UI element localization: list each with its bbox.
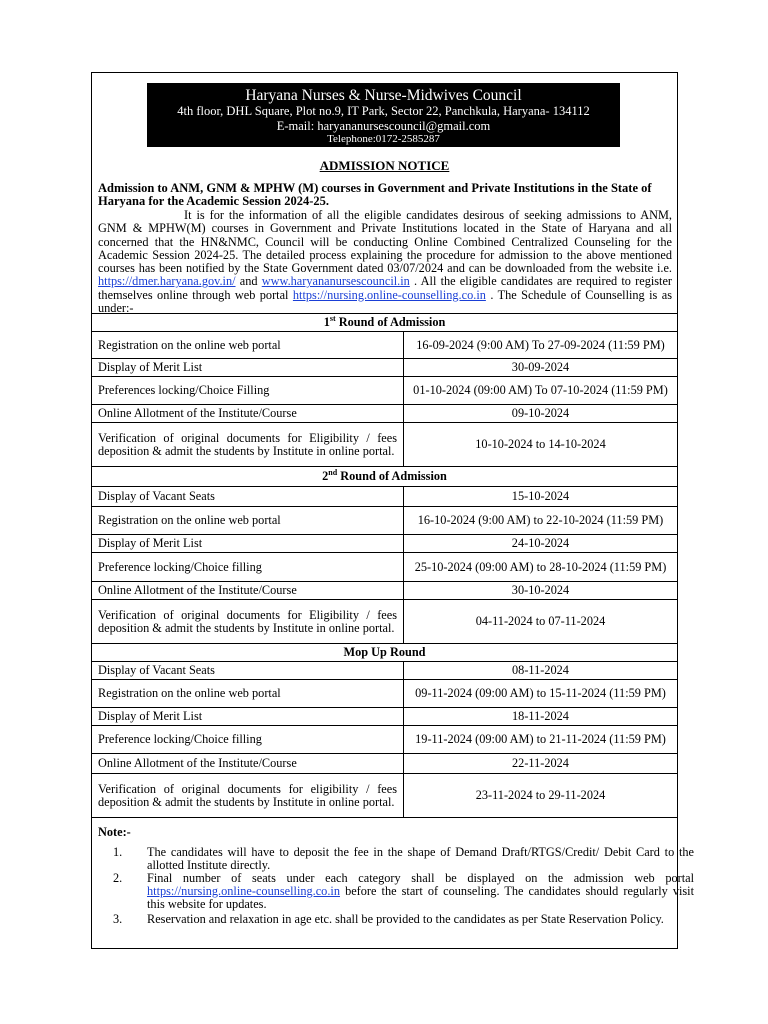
mopup-heading: Mop Up Round bbox=[92, 644, 678, 662]
table-row bbox=[92, 405, 678, 423]
note-text: Final number of seats under each category shall be displayed on the admission web portal https://nursing.online-counselling.co.in before the start of counseling. The candidates should regularly visit this website for updates. bbox=[147, 871, 695, 911]
activity-cell: Display of Merit List bbox=[92, 535, 404, 553]
date-cell: 01-10-2024 (09:00 AM) To 07-10-2024 (11:59 PM) bbox=[404, 377, 678, 405]
intro-text-3: . The Schedule of Counselling is as under:- bbox=[98, 287, 672, 316]
note-number: 3. bbox=[113, 912, 123, 926]
intro-and: and bbox=[239, 274, 258, 289]
table-row bbox=[92, 487, 678, 507]
date-cell: 19-11-2024 (09:00 AM) to 21-11-2024 (11:59 PM) bbox=[404, 726, 678, 754]
counselling-schedule-table bbox=[91, 313, 678, 818]
activity-cell: Display of Merit List bbox=[92, 708, 404, 726]
table-row bbox=[92, 553, 678, 582]
council-name: Haryana Nurses & Nurse-Midwives Council bbox=[245, 87, 522, 104]
table-row bbox=[92, 754, 678, 774]
date-cell: 09-11-2024 (09:00 AM) to 15-11-2024 (11:59 PM) bbox=[404, 680, 678, 708]
dmer-link[interactable]: https://dmer.haryana.gov.in/ bbox=[98, 274, 236, 289]
note-number: 1. bbox=[113, 845, 123, 859]
table-row bbox=[92, 535, 678, 553]
council-address: 4th floor, DHL Square, Plot no.9, IT Park, Sector 22, Panchkula, Haryana- 134112 bbox=[177, 104, 590, 118]
date-cell: 15-10-2024 bbox=[404, 487, 678, 507]
council-header-banner bbox=[147, 83, 620, 147]
activity-cell: Registration on the online web portal bbox=[92, 332, 404, 359]
intro-paragraph bbox=[98, 209, 672, 315]
table-row bbox=[92, 774, 678, 818]
activity-cell: Preference locking/Choice filling bbox=[92, 726, 404, 754]
table-row bbox=[92, 708, 678, 726]
table-row bbox=[92, 680, 678, 708]
round2-heading: 2nd Round of Admission bbox=[92, 467, 678, 487]
date-cell: 30-10-2024 bbox=[404, 582, 678, 600]
council-email: E-mail: haryananursescouncil@gmail.com bbox=[276, 119, 491, 133]
date-cell: 16-10-2024 (9:00 AM) to 22-10-2024 (11:59 PM) bbox=[404, 507, 678, 535]
activity-cell: Preference locking/Choice filling bbox=[92, 553, 404, 582]
date-cell: 04-11-2024 to 07-11-2024 bbox=[404, 600, 678, 644]
activity-cell: Registration on the online web portal bbox=[92, 680, 404, 708]
activity-cell: Display of Merit List bbox=[92, 359, 404, 377]
activity-cell: Preferences locking/Choice Filling bbox=[92, 377, 404, 405]
date-cell: 24-10-2024 bbox=[404, 535, 678, 553]
date-cell: 23-11-2024 to 29-11-2024 bbox=[404, 774, 678, 818]
council-website-link[interactable]: www.haryananursescouncil.in bbox=[261, 274, 410, 289]
activity-cell: Verification of original documents for Eligibility / fees deposition & admit the students by Institute in online portal. bbox=[92, 423, 404, 467]
mopup-header-row bbox=[92, 644, 678, 662]
round1-heading: 1st Round of Admission bbox=[92, 314, 678, 332]
activity-cell: Display of Vacant Seats bbox=[92, 662, 404, 680]
date-cell: 10-10-2024 to 14-10-2024 bbox=[404, 423, 678, 467]
activity-cell: Verification of original documents for eligibility / fees deposition & admit the students by Institute in online portal. bbox=[92, 774, 404, 818]
intro-text-1: It is for the information of all the eligible candidates desirous of seeking admissions to ANM, GNM & MPHW(M) courses in Government and Private Institutions located in the State of Haryana and all concerned that the HN&NMC, Council will be conducting Online Combined Centralized Counseling for the Academic Session 2024-25. The detailed process explaining the procedure for admission to the above mentioned courses has been notified by the State Government dated 03/07/2024 and can be downloaded from the website i.e. bbox=[98, 208, 672, 276]
activity-cell: Display of Vacant Seats bbox=[92, 487, 404, 507]
date-cell: 30-09-2024 bbox=[404, 359, 678, 377]
date-cell: 09-10-2024 bbox=[404, 405, 678, 423]
activity-cell: Online Allotment of the Institute/Course bbox=[92, 754, 404, 774]
counselling-portal-link[interactable]: https://nursing.online-counselling.co.in bbox=[292, 287, 486, 302]
note-text: Reservation and relaxation in age etc. shall be provided to the candidates as per State Reservation Policy. bbox=[147, 912, 664, 926]
note-text: The candidates will have to deposit the fee in the shape of Demand Draft/RTGS/Credit/ Debit Card to the allotted Institute directly. bbox=[147, 845, 694, 872]
table-row bbox=[92, 582, 678, 600]
notes-heading: Note:- bbox=[98, 825, 131, 839]
activity-cell: Online Allotment of the Institute/Course bbox=[92, 582, 404, 600]
activity-cell: Registration on the online web portal bbox=[92, 507, 404, 535]
note-number: 2. bbox=[113, 871, 123, 885]
activity-cell: Online Allotment of the Institute/Course bbox=[92, 405, 404, 423]
round1-header-row bbox=[92, 314, 678, 332]
table-row bbox=[92, 726, 678, 754]
admission-subject: Admission to ANM, GNM & MPHW (M) courses in Government and Private Institutions in the State of Haryana for the Academic Session 2024-25. bbox=[98, 181, 652, 209]
date-cell: 25-10-2024 (09:00 AM) to 28-10-2024 (11:59 PM) bbox=[404, 553, 678, 582]
date-cell: 22-11-2024 bbox=[404, 754, 678, 774]
activity-cell: Verification of original documents for Eligibility / fees deposition & admit the students by Institute in online portal. bbox=[92, 600, 404, 644]
date-cell: 16-09-2024 (9:00 AM) To 27-09-2024 (11:59 PM) bbox=[404, 332, 678, 359]
council-telephone: Telephone:0172-2585287 bbox=[327, 133, 440, 145]
table-row bbox=[92, 423, 678, 467]
notice-title: ADMISSION NOTICE bbox=[319, 158, 450, 173]
round2-header-row bbox=[92, 467, 678, 487]
table-row bbox=[92, 507, 678, 535]
table-row bbox=[92, 377, 678, 405]
date-cell: 08-11-2024 bbox=[404, 662, 678, 680]
table-row bbox=[92, 600, 678, 644]
date-cell: 18-11-2024 bbox=[404, 708, 678, 726]
intro-text-2: . All the eligible candidates are required to register themselves online through web portal bbox=[98, 274, 673, 302]
table-row bbox=[92, 662, 678, 680]
counselling-portal-link-note[interactable]: https://nursing.online-counselling.co.in bbox=[147, 883, 340, 898]
table-row bbox=[92, 359, 678, 377]
table-row bbox=[92, 332, 678, 359]
